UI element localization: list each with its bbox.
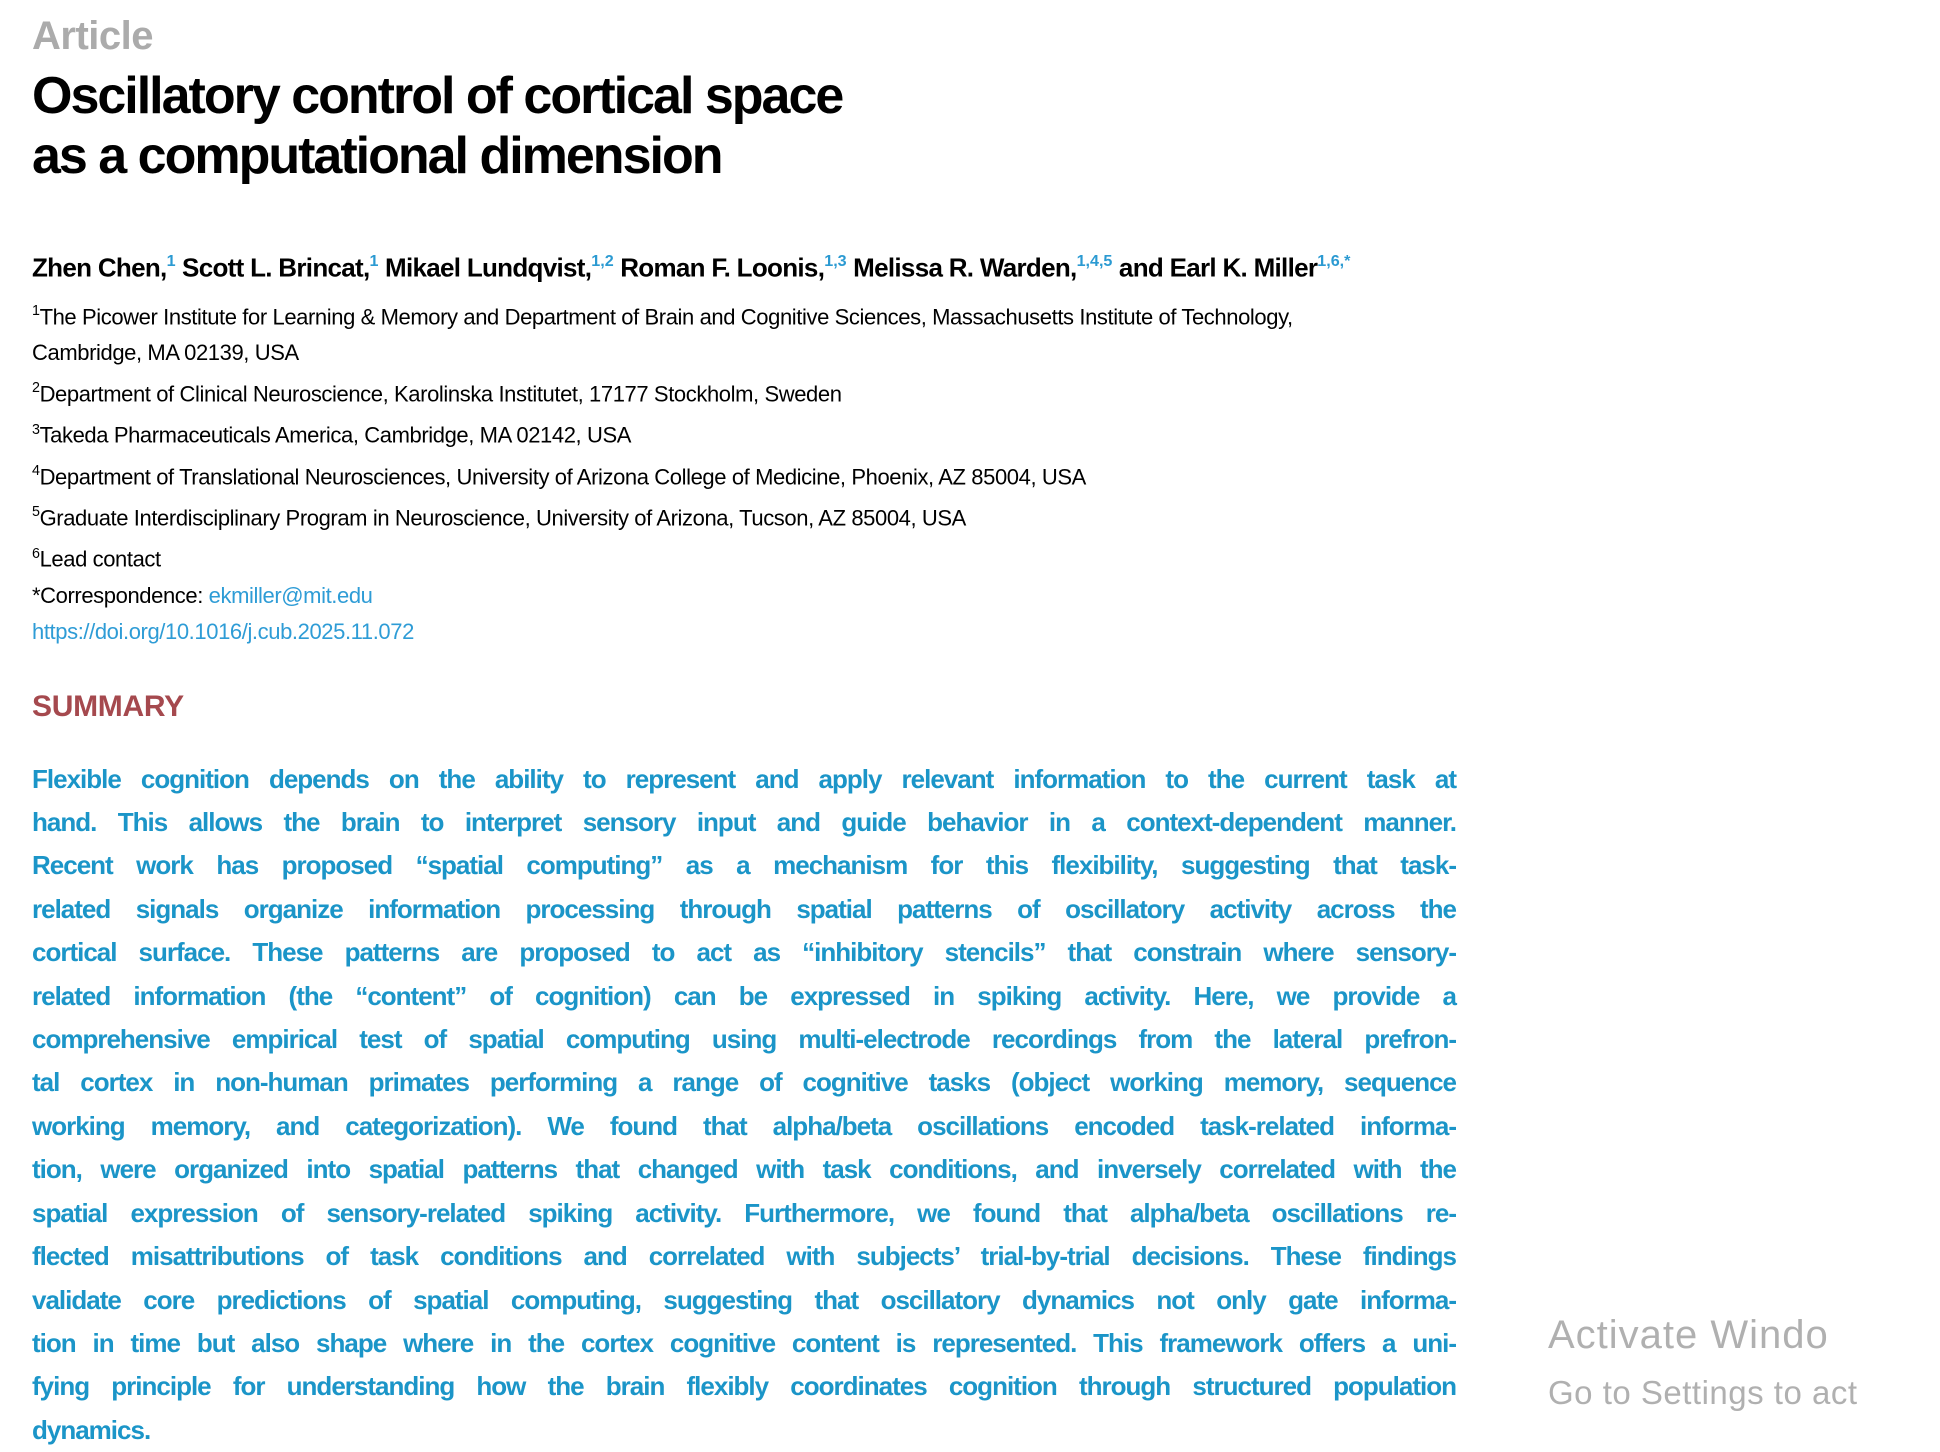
article-type-kicker: Article [32, 14, 153, 58]
summary-line: Recent work has proposed “spatial computing” as a mechanism for this flexibility, suggesting that task- [32, 850, 1456, 881]
summary-line: Flexible cognition depends on the ability to represent and apply relevant information to the current task at [32, 763, 1456, 794]
article-title [32, 66, 1940, 186]
summary-line: cortical surface. These patterns are proposed to act as “inhibitory stencils” that constrain where sensory- [32, 937, 1456, 968]
affiliation-line: $^3$Takeda Pharmaceuticals America, Cambridge, MA 02142, USA [32, 421, 632, 448]
summary-line: dynamics. [32, 1414, 151, 1445]
affiliation-superscript: 4 [32, 462, 40, 479]
author-list [32, 246, 1940, 284]
author-name: Mikael Lundqvist, [378, 252, 592, 283]
watermark-line-1: Activate Windo [1548, 1313, 1829, 1357]
affiliation-superscript: 1 [32, 302, 40, 319]
correspondence-label: *Correspondence: [32, 582, 209, 608]
affiliation-superscript: 5 [32, 504, 40, 521]
summary-line: spatial expression of sensory-related spiking activity. Furthermore, we found that alpha/beta oscillations re- [32, 1197, 1456, 1228]
doi-link[interactable]: https://doi.org/10.1016/j.cub.2025.11.072 [32, 618, 414, 644]
affiliation-superscript: 3 [32, 421, 40, 438]
correspondence-email-link[interactable]: ekmiller@mit.edu [208, 582, 373, 608]
summary-line: validate core predictions of spatial computing, suggesting that oscillatory dynamics not only gate informa- [32, 1284, 1456, 1315]
title-line-1: Oscillatory control of cortical space [32, 67, 843, 125]
author-name: Scott L. Brincat, [175, 252, 370, 283]
correspondence-line [32, 578, 1940, 614]
affiliation-line: $^5$Graduate Interdisciplinary Program in Neuroscience, University of Arizona, Tucson, AZ 85004, USA [32, 504, 966, 531]
author-affiliation-superscript: 1 [369, 252, 379, 271]
affiliation-line: $^1$The Picower Institute for Learning & Memory and Department of Brain and Cognitive Sciences, Massachusetts Institute of Technology, [32, 302, 1293, 329]
author-affiliation-superscript: 1 [166, 252, 176, 271]
author-name: Melissa R. Warden, [846, 252, 1077, 283]
author-name: and Earl K. Miller [1112, 252, 1318, 283]
affiliation-superscript: 6 [32, 545, 40, 562]
author-affiliation-superscript: 1,3 [824, 252, 847, 271]
author-affiliation-superscript: 1,4,5 [1076, 252, 1113, 271]
affiliation-line: $^2$Department of Clinical Neuroscience, Karolinska Institutet, 17177 Stockholm, Sweden [32, 380, 842, 407]
summary-line: tion in time but also shape where in the cortex cognitive content is represented. This framework offers a uni- [32, 1327, 1456, 1358]
summary-line: comprehensive empirical test of spatial computing using multi-electrode recordings from the lateral prefron- [32, 1024, 1456, 1055]
summary-line: hand. This allows the brain to interpret sensory input and guide behavior in a context-dependent manner. [32, 807, 1456, 838]
author-name: Zhen Chen, [32, 252, 167, 283]
summary-heading: SUMMARY [32, 689, 184, 723]
author-affiliation-superscript: 1,6,* [1317, 252, 1351, 271]
doi-line [32, 614, 1940, 650]
watermark-line-2: Go to Settings to act [1548, 1374, 1858, 1411]
summary-line: tion, were organized into spatial patterns that changed with task conditions, and inversely correlated with the [32, 1154, 1456, 1185]
summary-line: related signals organize information processing through spatial patterns of oscillatory activity across the [32, 893, 1456, 924]
summary-line: related information (the “content” of cognition) can be expressed in spiking activity. Here, we provide a [32, 980, 1456, 1011]
title-line-2: as a computational dimension [32, 127, 722, 185]
summary-line: working memory, and categorization). We found that alpha/beta oscillations encoded task-related informa- [32, 1110, 1456, 1141]
summary-line: tal cortex in non-human primates performing a range of cognitive tasks (object working memory, sequence [32, 1067, 1456, 1098]
affiliation-list [32, 294, 1940, 578]
author-name: Roman F. Loonis, [613, 252, 825, 283]
summary-line: fying principle for understanding how the brain flexibly coordinates cognition through structured population [32, 1371, 1456, 1402]
affiliation-line: $^6$Lead contact [32, 545, 161, 572]
affiliation-line: $^4$Department of Translational Neurosciences, University of Arizona College of Medicine, Phoenix, AZ 85004, USA [32, 462, 1086, 489]
author-affiliation-superscript: 1,2 [591, 252, 614, 271]
affiliation-superscript: 2 [32, 380, 40, 397]
summary-line: flected misattributions of task conditions and correlated with subjects’ trial-by-trial decisions. These findings [32, 1241, 1456, 1272]
affiliation-line: Cambridge, MA 02139, USA [32, 339, 299, 365]
summary-text [32, 758, 1456, 1452]
